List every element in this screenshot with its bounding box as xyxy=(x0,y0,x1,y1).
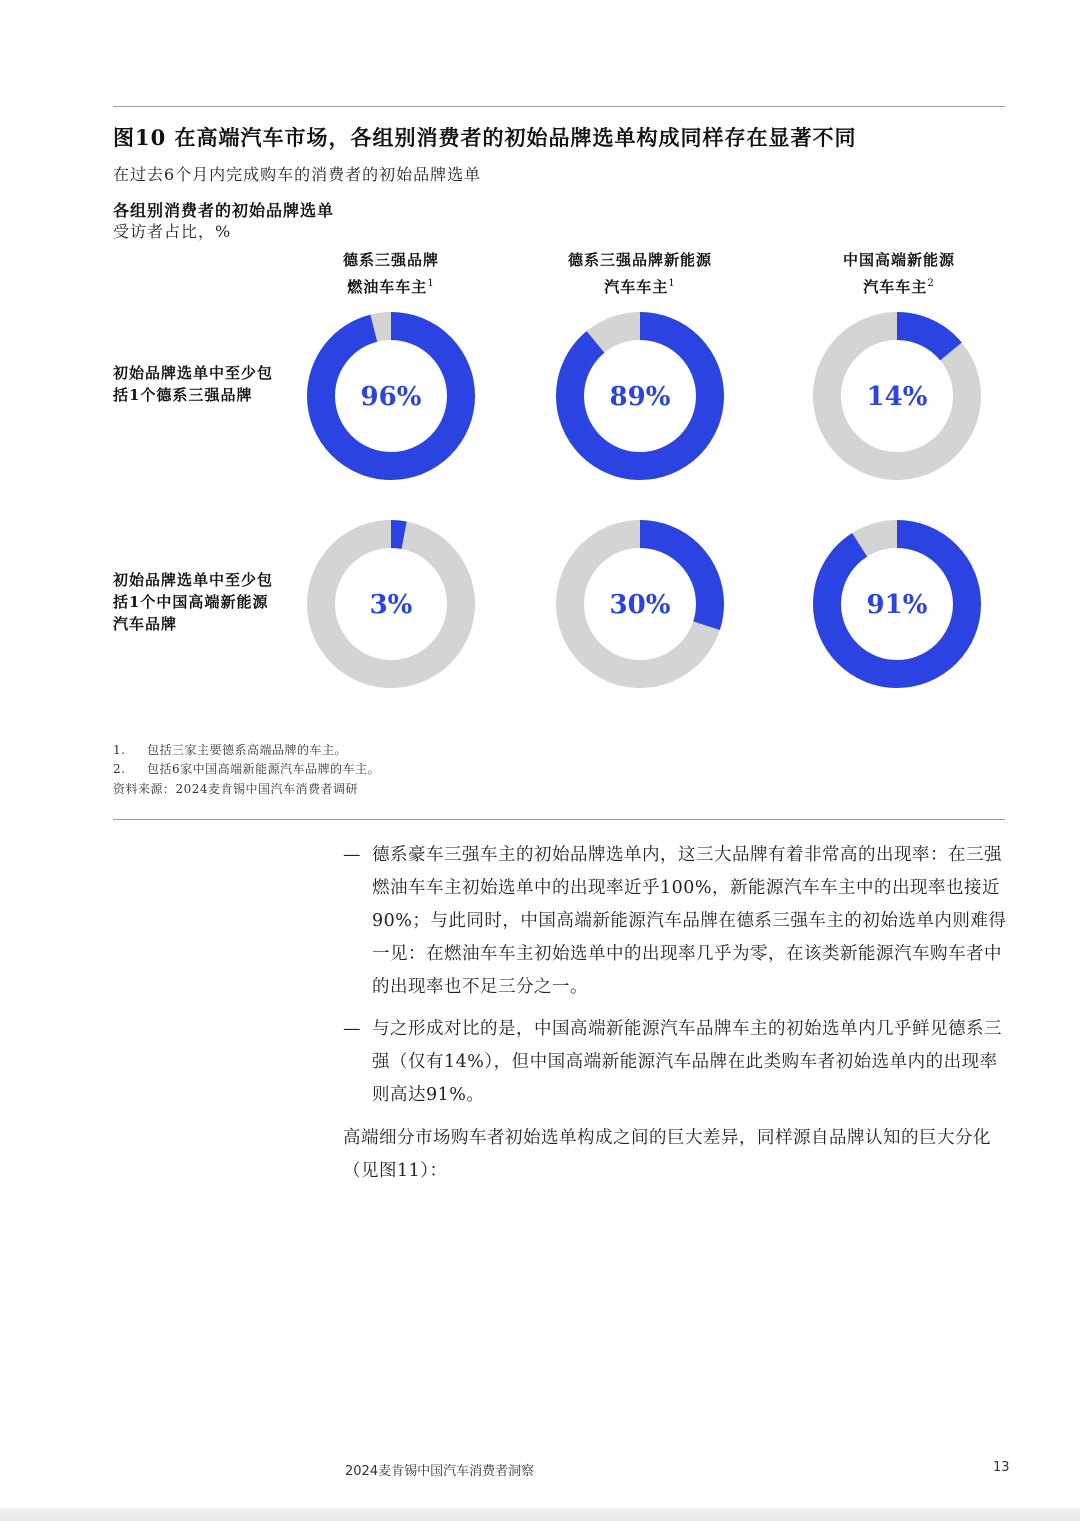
column-header-line2: 汽车车主 xyxy=(863,278,928,296)
bullet-paragraph-1 xyxy=(343,839,1007,1004)
donut-chart-grid xyxy=(0,0,1080,720)
column-header-line2: 燃油车车主 xyxy=(347,278,428,296)
donut-value-label-german-brands-german-nev-owners: 89% xyxy=(609,382,671,412)
donut-value-label-chinese-nev-brands-chinese-premium-nev-owners: 91% xyxy=(866,590,928,620)
footnote-1 xyxy=(113,741,347,758)
footnote-text: 包括三家主要德系高端品牌的车主。 xyxy=(147,743,348,757)
footer-publication-title: 2024麦肯锡中国汽车消费者洞察 xyxy=(345,1464,535,1479)
footnote-number: 1. xyxy=(113,743,126,757)
bullet-dash: — xyxy=(343,1019,361,1039)
row-label-chinese-nev-brands: 初始品牌选单中至少包括1个中国高端新能源汽车品牌 xyxy=(113,571,274,633)
footer-page-number: 13 xyxy=(993,1460,1010,1475)
donut-value-label-chinese-nev-brands-german-nev-owners: 30% xyxy=(609,590,671,620)
bottom-rule xyxy=(113,819,1005,820)
donut-value-label-german-brands-chinese-premium-nev-owners: 14% xyxy=(866,382,928,412)
donut-value-label-chinese-nev-brands-german-ice-owners: 3% xyxy=(369,590,413,620)
footnote-marker: 2 xyxy=(927,278,935,289)
chart-title: 各组别消费者的初始品牌选单 xyxy=(113,201,335,220)
footnote-marker: 1 xyxy=(427,278,435,289)
bullet-paragraph-2 xyxy=(343,1013,1007,1112)
footnote-number: 2. xyxy=(113,762,126,776)
donut-value-label-german-brands-german-ice-owners: 96% xyxy=(360,382,422,412)
figure-title: 图10 在高端汽车市场，各组别消费者的初始品牌选单构成同样存在显著不同 xyxy=(113,125,857,150)
footnote-text: 包括6家中国高端新能源汽车品牌的车主。 xyxy=(147,762,381,776)
source-note: 资料来源：2024麦肯锡中国汽车消费者调研 xyxy=(113,782,359,796)
row-label-german-brands: 初始品牌选单中至少包括1个德系三强品牌 xyxy=(113,364,274,404)
bullet-dash: — xyxy=(343,845,361,865)
column-header-line1: 德系三强品牌 xyxy=(342,251,439,269)
column-header-line2: 汽车车主 xyxy=(604,278,669,296)
page-edge xyxy=(0,1508,1080,1521)
body-paragraph: 高端细分市场购车者初始选单构成之间的巨大差异，同样源自品牌认知的巨大分化（见图11）： xyxy=(343,1128,991,1181)
footnote-marker: 1 xyxy=(668,278,676,289)
bullet-text: 德系豪车三强车主的初始品牌选单内，这三大品牌有着非常高的出现率：在三强燃油车车主初始选单中的出现率近乎100%，新能源汽车车主中的出现率也接近90%；与此同时，中国高端新能源汽车品牌在德系三强车主的初始选单内则难得一见：在燃油车车主初始选单中的出现率几乎为零，在该类新能源汽车购车者中的出现率也不足三分之一。 xyxy=(372,845,1007,997)
column-header-line1: 德系三强品牌新能源 xyxy=(567,251,712,269)
footnote-2 xyxy=(113,760,380,777)
figure-subtitle: 在过去6个月内完成购车的消费者的初始品牌选单 xyxy=(113,165,482,184)
bullet-text: 与之形成对比的是，中国高端新能源汽车品牌车主的初始选单内几乎鲜见德系三强（仅有14%），但中国高端新能源汽车品牌在此类购车者初始选单内的出现率则高达91%。 xyxy=(372,1019,1002,1105)
chart-unit-label: 受访者占比，% xyxy=(113,222,232,241)
column-header-line1: 中国高端新能源 xyxy=(842,251,955,269)
